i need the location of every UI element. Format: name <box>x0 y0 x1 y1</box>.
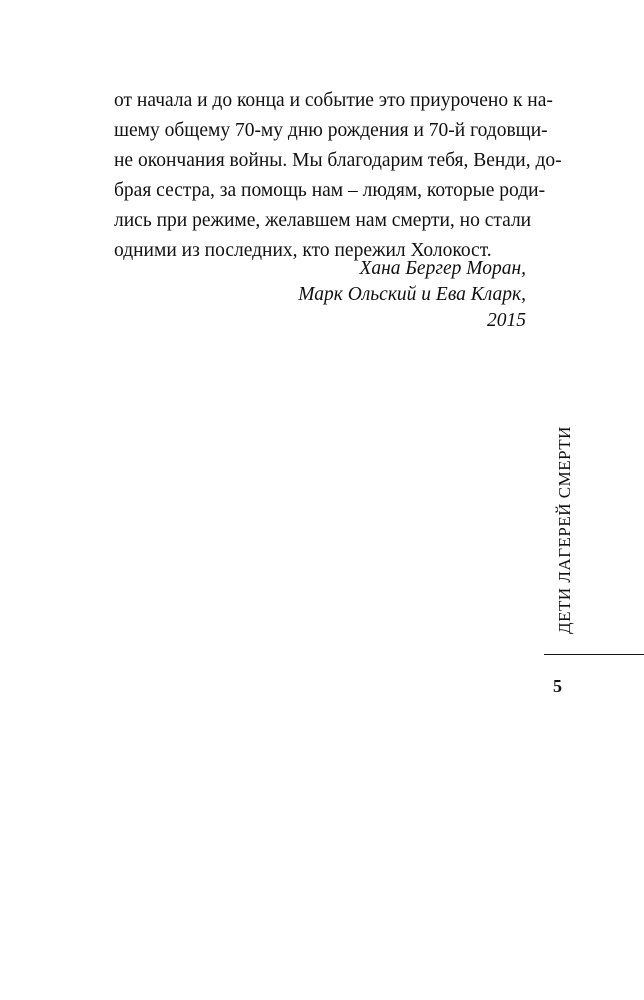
margin-divider <box>544 654 644 655</box>
text-line: не окончания войны. Мы благодарим тебя, Венди, до- <box>114 150 562 171</box>
running-title: ДЕТИ ЛАГЕРЕЙ СМЕРТИ <box>555 426 574 634</box>
body-paragraph <box>114 86 562 266</box>
signature-authors-line-1: Хана Бергер Моран, <box>359 258 526 279</box>
signature-block <box>298 256 526 334</box>
text-line: брая сестра, за помощь нам – людям, которые роди- <box>114 180 546 201</box>
text-line: от начала и до конца и событие это приурочено к на- <box>114 90 553 111</box>
text-line: лись при режиме, желавшем нам смерти, но стали <box>114 210 532 231</box>
text-line: одними из последних, кто пережил Холокост. <box>114 240 492 261</box>
signature-authors-line-2: Марк Ольский и Ева Кларк, <box>298 284 526 305</box>
page-number: 5 <box>553 676 562 696</box>
signature-year: 2015 <box>487 310 526 331</box>
text-line: шему общему 70-му дню рождения и 70-й годовщи- <box>114 120 548 141</box>
